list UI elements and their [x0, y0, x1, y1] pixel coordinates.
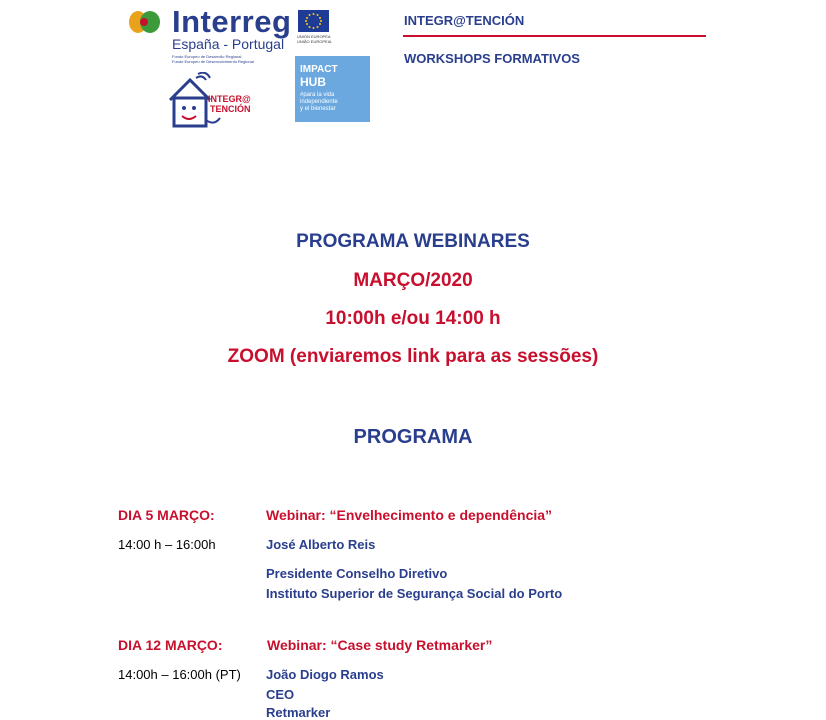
- heading-programa-webinares: PROGRAMA WEBINARES: [296, 231, 530, 252]
- program-speaker-2-role: CEO: [266, 687, 295, 702]
- impact-hub-title-2: HUB: [300, 75, 326, 89]
- integratencion-logo-text-2: TENCIÓN: [210, 104, 251, 114]
- program-day-1: DIA 5 MARÇO:: [118, 507, 215, 523]
- interreg-fund-text-pt: Fundo Europeu de Desenvolvimento Regional: [172, 59, 254, 64]
- heading-programa: PROGRAMA: [353, 426, 473, 448]
- program-speaker-2: João Diogo Ramos: [266, 667, 384, 682]
- interreg-region: España - Portugal: [172, 36, 285, 52]
- heading-time: 10:00h e/ou 14:00 h: [325, 308, 501, 329]
- header-divider: [403, 35, 706, 37]
- eu-flag-icon: [298, 10, 329, 32]
- program-time-1: 14:00 h – 16:00h: [118, 537, 216, 552]
- impact-hub-tagline-3: y el bienestar: [300, 106, 336, 112]
- heading-month: MARÇO/2020: [353, 270, 473, 291]
- interreg-wordmark: Interreg: [172, 4, 292, 39]
- program-speaker-1: José Alberto Reis: [266, 537, 376, 552]
- heading-zoom: ZOOM (enviaremos link para as sessões): [227, 346, 599, 367]
- impact-hub-tagline-1: #para la vida: [300, 92, 335, 98]
- program-time-2: 14:00h – 16:00h (PT): [118, 667, 241, 682]
- program-webinar-2: Webinar: “Case study Retmarker”: [267, 637, 493, 653]
- header-title: INTEGR@TENCIÓN: [404, 13, 525, 28]
- interreg-logo-icon: [128, 10, 162, 34]
- eu-label-pt: UNIÃO EUROPEIA: [297, 39, 332, 44]
- program-webinar-1: Webinar: “Envelhecimento e dependência”: [266, 507, 553, 523]
- program-day-2: DIA 12 MARÇO:: [118, 637, 223, 653]
- interreg-fund-text: Fondo Europeo de Desarrollo Regional: [172, 54, 242, 59]
- program-speaker-1-org: Instituto Superior de Segurança Social do Porto: [266, 586, 563, 601]
- impact-hub-tagline-2: independiente: [300, 99, 338, 105]
- eu-label-es: UNIÓN EUROPEA: [297, 34, 331, 39]
- integratencion-logo-text: INTEGR@: [208, 94, 251, 104]
- impact-hub-title-1: IMPACT: [300, 64, 338, 75]
- header-subtitle: WORKSHOPS FORMATIVOS: [404, 51, 580, 66]
- program-speaker-2-org: Retmarker: [266, 705, 331, 720]
- program-speaker-1-role: Presidente Conselho Diretivo: [266, 566, 448, 581]
